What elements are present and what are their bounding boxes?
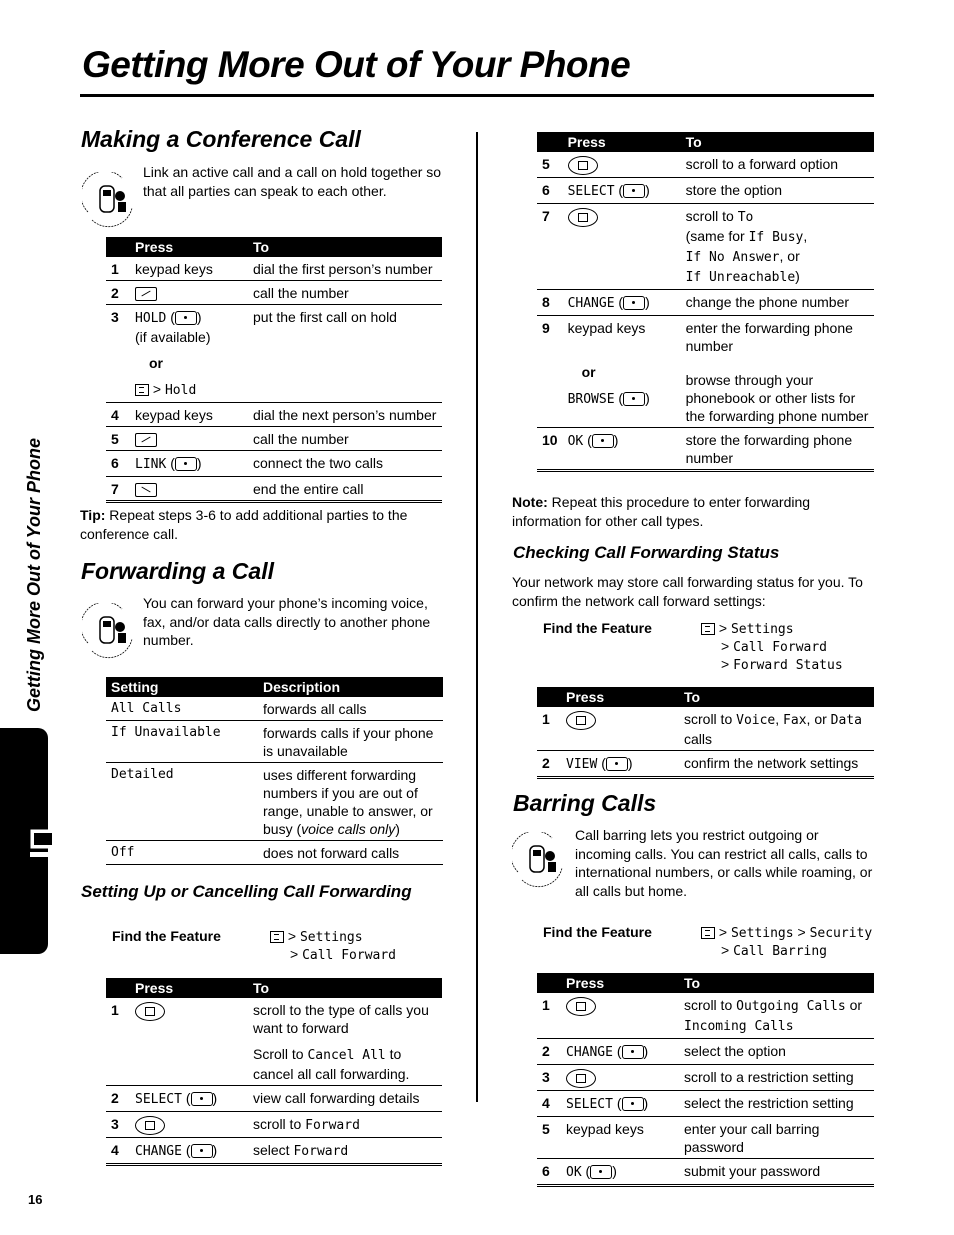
table-row [106,305,442,403]
path-item: Call Barring [733,944,827,959]
setup-heading: Setting Up or Cancelling Call Forwarding [81,882,412,901]
table-header-num [106,237,130,257]
path-item: Settings [730,622,794,637]
command-label: Forward [305,1118,360,1133]
to-cell [248,998,442,1086]
phone-computer-icon [30,826,74,864]
find-feature-label: Find the Feature [112,928,221,944]
to-text: or [849,997,863,1013]
to-cell: call the number [248,281,442,305]
table-row [106,998,442,1086]
conference-intro: Link an active call and a call on hold together so that all parties can speak to each other. [143,164,442,199]
table-header-press: Press [130,237,248,257]
send-key-icon [135,433,157,447]
soft-key-icon [175,311,197,325]
or-label: or [581,363,596,380]
table-row [106,721,443,763]
table-row [537,1116,874,1158]
command-label: CHANGE [135,1144,182,1159]
table-header-description: Description [258,677,443,697]
press-text: keypad keys [567,319,646,336]
command-label: CHANGE [566,1045,613,1060]
path-item: Settings [730,926,794,941]
press-cell [563,152,681,177]
nav-key-icon [566,711,596,730]
setup-table-part1 [106,978,442,1166]
description-cell: does not forward calls [258,841,443,865]
description-cell: forwards calls if your phone is unavailable [258,721,443,763]
table-row [106,477,442,502]
table-row [537,1039,874,1065]
nav-key-icon [568,156,598,175]
feature-path: > Settings > Security > Call Barring [701,924,872,960]
description-end: ) [395,821,400,837]
command-label: If Busy [748,229,804,245]
press-cell: CHANGE ( ) [130,1138,248,1165]
setting-cell: Off [106,841,258,865]
nav-key-icon [566,1069,596,1088]
press-cell: SELECT ( ) [561,1090,679,1116]
press-cell: keypad keys or BROWSE ( ) [563,315,681,427]
find-feature-label: Find the Feature [543,620,652,636]
to-cell: submit your password [679,1158,874,1185]
step-number: 1 [106,257,130,281]
to-cell: scroll to Voice, Fax, or Data calls [679,707,874,751]
side-label: Getting More Out of Your Phone [24,438,44,712]
press-cell [130,281,248,305]
setting-cell: Detailed [106,763,258,841]
to-text: scroll to the type of calls you want to forward [253,1002,429,1036]
menu-key-icon [701,623,715,635]
to-cell: scroll to a forward option [681,152,874,177]
step-number: 5 [106,427,130,451]
command-label: CHANGE [567,295,615,311]
command-label: SELECT [566,1096,613,1112]
to-cell [681,315,874,427]
menu-key-icon [701,927,715,939]
press-cell [130,1112,248,1138]
press-cell [130,998,248,1086]
command-label: If Unreachable [685,269,796,285]
soft-key-icon [622,1045,644,1059]
to-text: calls [684,731,713,747]
to-text: , or [779,247,800,264]
to-cell: change the phone number [681,289,874,315]
table-row [537,1158,874,1185]
tip-label: Tip: [80,507,106,523]
barring-table [537,973,874,1187]
table-row [106,841,443,865]
path-item: Settings [299,930,363,945]
to-cell: dial the next person’s number [248,403,442,427]
step-number: 1 [537,993,561,1039]
to-text: select [253,1142,294,1158]
table-row [537,751,874,778]
table-row [537,289,874,315]
press-cell [561,1065,679,1091]
table-row [106,257,442,281]
press-cell: VIEW ( ) [561,751,679,778]
to-cell: scroll to a restriction setting [679,1065,874,1091]
step-number: 7 [106,477,130,502]
to-extra-post: to cancel all call forwarding. [253,1046,410,1082]
step-number: 6 [106,451,130,477]
press-cell: LINK ( ) [130,451,248,477]
step-number: 10 [537,427,563,470]
table-header-to: To [681,132,874,152]
table-header-to: To [248,237,442,257]
table-row [537,427,874,470]
or-label: or [149,355,163,371]
find-feature-label: Find the Feature [543,924,652,940]
to-text: browse through your phonebook or other lists for the forwarding phone number [685,371,869,424]
table-row [537,1090,874,1116]
to-cell: enter your call barring password [679,1116,874,1158]
table-header-row [106,677,443,697]
command-label: LINK [135,457,167,472]
command-label: If No Answer [685,249,780,265]
send-key-icon [135,287,157,301]
to-text: (same for [685,227,749,244]
table-row [106,1138,442,1165]
table-row [106,403,442,427]
conference-table [106,237,442,503]
press-cell: HOLD ( ) (if available) or > Hold [130,305,248,403]
command-label: OK [566,1164,582,1180]
barring-heading: Barring Calls [513,790,657,816]
page-number: 16 [28,1192,43,1207]
command-label: SELECT [135,1092,182,1107]
to-extra-pre: Scroll to [253,1046,308,1062]
to-cell: connect the two calls [248,451,442,477]
table-header-num [537,687,561,707]
network-subscription-feature-icon [82,172,138,228]
menu-key-icon [270,931,284,943]
end-key-icon [135,483,157,497]
to-cell [248,1138,442,1165]
table-header-num [537,132,563,152]
to-extra [253,1045,437,1083]
table-row [537,177,874,203]
to-text: scroll to [684,711,737,727]
soft-key-icon [606,757,628,771]
nav-key-icon [566,997,596,1016]
description-cell [258,763,443,841]
setting-cell: If Unavailable [106,721,258,763]
table-header-row [537,132,874,152]
to-cell: view call forwarding details [248,1086,442,1112]
step-number: 2 [537,1039,561,1065]
nav-key-icon [135,1116,165,1135]
title-rule [80,94,874,97]
table-header-row [106,978,442,998]
to-text: scroll to [253,1116,306,1132]
nav-key-icon [568,208,598,227]
press-cell [130,477,248,502]
press-cell: SELECT ( ) [130,1086,248,1112]
command-label: Cancel All [307,1048,386,1063]
soft-key-icon [175,457,197,471]
soft-key-icon [623,296,645,310]
command-label: SELECT [567,183,615,199]
to-cell [248,1112,442,1138]
command-label: BROWSE [567,391,615,407]
path-item: Forward Status [733,658,843,673]
press-cell: keypad keys [130,257,248,281]
forwarding-settings-table [106,677,443,865]
press-note: (if available) [135,329,211,345]
step-number: 4 [106,403,130,427]
step-number: 1 [106,998,130,1086]
step-number: 1 [537,707,561,751]
to-cell: end the entire call [248,477,442,502]
press-cell: CHANGE ( ) [561,1039,679,1065]
forwarding-heading: Forwarding a Call [81,558,274,584]
table-row [106,427,442,451]
soft-key-icon [622,1097,644,1111]
to-cell: call the number [248,427,442,451]
soft-key-icon [592,434,614,448]
press-cell: OK ( ) [561,1158,679,1185]
step-number: 9 [537,315,563,427]
command-label: To [737,209,754,225]
path-item: Call Forward [302,948,396,963]
press-cell [130,427,248,451]
soft-key-icon [191,1144,213,1158]
press-cell: keypad keys [130,403,248,427]
nav-key-icon [135,1002,165,1021]
table-row [106,763,443,841]
barring-intro: Call barring lets you restrict outgoing or incoming calls. You can restrict all calls, calls to international numbers, or calls while roaming, or all calls but home. [575,827,873,899]
network-subscription-feature-icon [512,832,568,888]
table-header-setting: Setting [106,677,258,697]
table-header-num [537,973,561,993]
note-label: Note: [512,494,548,510]
table-header-to: To [679,973,874,993]
to-cell: confirm the network settings [679,751,874,778]
step-number: 8 [537,289,563,315]
step-number: 5 [537,152,563,177]
soft-key-icon [623,392,645,406]
note-paragraph [512,493,862,530]
soft-key-icon [191,1092,213,1106]
note-text: Repeat this procedure to enter forwarding information for other call types. [512,494,811,529]
step-number: 5 [537,1116,561,1158]
table-header-row [537,687,874,707]
step-number: 2 [106,281,130,305]
forwarding-intro: You can forward your phone’s incoming voice, fax, and/or data calls directly to another phone number. [143,595,431,648]
command-label: OK [567,433,584,449]
description-italic: voice calls only [301,821,396,837]
table-row [537,315,874,427]
network-subscription-feature-icon [82,603,138,659]
step-number: 2 [106,1086,130,1112]
table-header-to: To [248,978,442,998]
tip-text: Repeat steps 3-6 to add additional parties to the conference call. [80,507,408,542]
feature-path: > Settings > Call Forward [270,928,396,964]
table-header-num [106,978,130,998]
step-number: 6 [537,177,563,203]
table-header-press: Press [561,687,679,707]
setting-cell: All Calls [106,697,258,721]
to-text: ) [795,267,800,284]
press-cell: SELECT ( ) [563,177,681,203]
description-text: uses different forwarding numbers if you are out of range, unable to answer, or busy ( [263,767,433,837]
setup-table-part2 [537,132,874,472]
command-label: Data [830,713,862,728]
column-divider [476,132,478,1102]
table-header-press: Press [563,132,681,152]
table-row [106,1112,442,1138]
table-header-press: Press [130,978,248,998]
description-cell: forwards all calls [258,697,443,721]
soft-key-icon [590,1165,612,1179]
to-text: scroll to [685,207,738,224]
to-cell: put the first call on hold [248,305,442,403]
to-cell: select the restriction setting [679,1090,874,1116]
to-text: , [803,227,808,244]
table-header-row [106,237,442,257]
page-title: Getting More Out of Your Phone [82,44,631,85]
table-header-press: Press [561,973,679,993]
to-cell: select the option [679,1039,874,1065]
table-row [537,152,874,177]
status-heading: Checking Call Forwarding Status [513,543,780,562]
path-item: Security [809,926,873,941]
press-cell [561,993,679,1039]
step-number: 3 [106,305,130,403]
command-label: Voice [736,713,776,728]
table-header-to: To [679,687,874,707]
step-number: 7 [537,203,563,289]
table-row [106,1086,442,1112]
soft-key-icon [623,184,645,198]
command-label: Incoming Calls [684,1019,794,1034]
step-number: 4 [106,1138,130,1165]
status-intro: Your network may store call forwarding status for you. To confirm the network call forward settings: [512,574,863,609]
table-row [106,697,443,721]
command-label: Forward [293,1144,349,1159]
step-number: 2 [537,751,561,778]
to-text: scroll to [684,997,737,1013]
table-row [537,993,874,1039]
table-header-row [537,973,874,993]
table-row [106,451,442,477]
command-label: Fax [783,713,807,728]
press-cell: CHANGE ( ) [563,289,681,315]
press-cell [561,707,679,751]
status-table [537,687,874,779]
path-item: Call Forward [733,640,827,655]
press-cell: keypad keys [561,1116,679,1158]
press-cell: OK ( ) [563,427,681,470]
to-cell [681,203,874,289]
to-cell: dial the first person’s number [248,257,442,281]
table-row [106,281,442,305]
conference-heading: Making a Conference Call [81,126,361,152]
step-number: 3 [537,1065,561,1091]
menu-path: Hold [164,383,197,398]
table-row [537,707,874,751]
table-row [537,1065,874,1091]
to-text: enter the forwarding phone number [685,319,853,354]
to-text: or [814,711,827,727]
to-cell [679,993,874,1039]
feature-path: > Settings > Call Forward > Forward Status [701,620,843,674]
menu-key-icon [135,384,149,396]
command-label: VIEW [566,757,598,772]
to-cell: store the option [681,177,874,203]
step-number: 6 [537,1158,561,1185]
step-number: 3 [106,1112,130,1138]
command-label: HOLD [135,311,167,326]
press-cell [563,203,681,289]
command-label: Outgoing Calls [736,999,846,1014]
tip-paragraph [80,506,440,543]
step-number: 4 [537,1090,561,1116]
table-row [537,203,874,289]
to-cell: store the forwarding phone number [681,427,874,470]
